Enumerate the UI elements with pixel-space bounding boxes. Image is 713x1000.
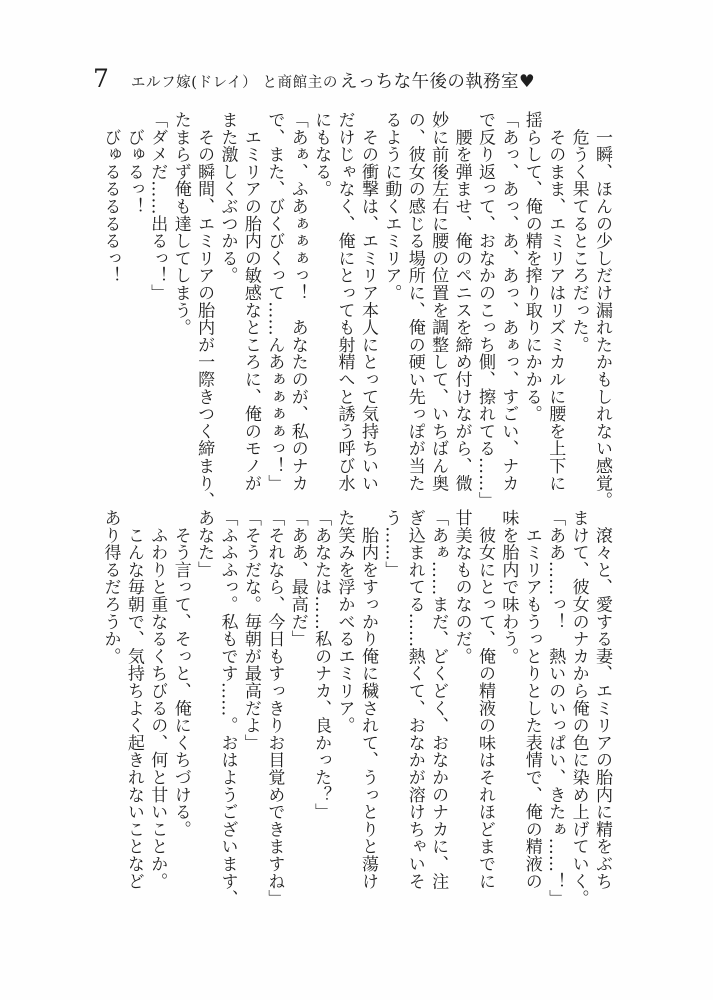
text-line: 「あっ、あっ、あ、あっ、あぁっ、すごい、ナカ (498, 111, 519, 492)
text-line: びゅるっ！ (123, 111, 144, 215)
text-line: 危うく果てるところだった。 (568, 111, 589, 354)
text-line: ふわりと重なるくちびるの、何と甘いことか。 (147, 509, 168, 890)
text-line: エミリアもうっとりとした表情で、俺の精液の (521, 509, 542, 890)
text-line: 妙に前後左右に腰の位置を調整して、いちばん奥 (428, 111, 449, 492)
text-line: で、また、びくびくって……んあぁぁぁぁっ！」 (264, 111, 285, 492)
text-line: 揺らして、俺の精を搾り取りにかかる。 (521, 111, 542, 423)
text-line: 甘美なものなのだ。 (451, 509, 472, 665)
text-line: 一瞬、ほんの少しだけ漏れたかもしれない感覚。 (592, 111, 612, 509)
text-line: その衝撃は、エミリア本人にとって気持ちいい (357, 111, 378, 492)
text-line: の、彼女の感じる場所に、俺の硬い先っぽが当た (404, 111, 425, 492)
text-block-bottom (96, 509, 613, 905)
text-line: う……」 (381, 509, 402, 579)
text-line: 彼女にとって、俺の精液の味はそれほどまでに (474, 509, 495, 890)
page-number: 7 (93, 64, 109, 93)
text-line: びゅるるるるるっ！ (100, 111, 121, 284)
text-line: その瞬間、エミリアの胎内が一際きつく締まり、 (194, 111, 215, 509)
text-line: にもなる。 (311, 111, 332, 198)
text-line: たまらず俺も達してしまう。 (170, 111, 191, 336)
text-line: 「あなたは……私のナカ、良かった？」 (311, 509, 332, 821)
text-line: そのまま、エミリアはリズミカルに腰を上下に (545, 111, 566, 492)
text-line: た笑みを浮かべるエミリア。 (334, 509, 355, 734)
text-line: 「それなら、今日もすっきりお目覚めできますね」 (264, 509, 285, 907)
text-line: そう言って、そっと、俺にくちづける。 (170, 509, 191, 838)
text-line: まけて、彼女のナカから俺の色に染め上げていく。 (568, 509, 589, 907)
text-line: で反り返って、おなかのこっち側、擦れてる……」 (474, 111, 495, 509)
page-title-emphasis: えっちな午後の執務室♥ (339, 72, 536, 92)
text-line: あなた」 (194, 509, 215, 579)
text-line: 「あぁ、ふあぁぁぁっ！ あなたのが、私のナカ (287, 111, 308, 492)
text-line: 「ふふふっ。私もです……。おはようございます、 (217, 509, 238, 907)
text-line: 腰を弾ませ、俺のペニスを締め付けながら、微 (451, 111, 472, 492)
text-line: 胎内をすっかり俺に穢されて、うっとりと蕩け (357, 509, 378, 890)
text-line: 味を胎内で味わう。 (498, 509, 519, 665)
text-line: 「あぁ……まだ、どくどく、おなかのナカに、注 (428, 509, 449, 890)
text-line: るように動くエミリア。 (381, 111, 402, 302)
text-line: 「ああ、最高だ」 (287, 509, 308, 648)
text-block-top (96, 111, 613, 507)
text-line: 「そうだな。毎朝が最高だよ」 (240, 509, 261, 752)
page-header (93, 64, 535, 93)
text-line: エミリアの胎内の敏感なところに、俺のモノが (240, 111, 261, 492)
page-title: エルフ嫁(ドレイ） と商館主の (130, 75, 338, 91)
text-line: こんな毎朝で、気持ちよく起きれないことなど (123, 509, 144, 890)
text-line: 「ダメだ……出るっ！」 (147, 111, 168, 302)
text-line: あり得るだろうか。 (100, 509, 121, 665)
text-line: 滾々と、愛する妻、エミリアの胎内に精をぶち (592, 509, 612, 890)
text-line: 「ああ……っ！ 熱いのいっぱい、きたぁ……！」 (545, 509, 566, 907)
text-line: ぎ込まれてる……熱くて、おなかが溶けちゃいそ (404, 509, 425, 890)
text-line: だけじゃなく、俺にとっても射精へと誘う呼び水 (334, 111, 355, 492)
text-line: また激しくぶつかる。 (217, 111, 238, 284)
